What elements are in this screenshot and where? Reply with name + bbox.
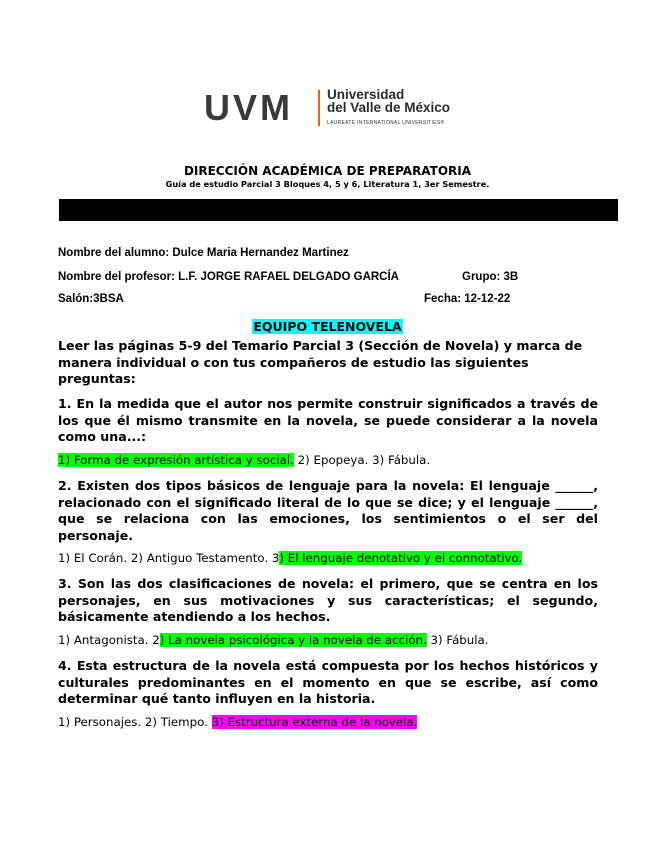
question-2: 2. Existen dos tipos básicos de lenguaje para la novela: El lenguaje ______, relacionado con el significado literal de lo que se dice; y el lenguaje ______, que se relaciona con las emociones, los sentimientos o el ser del personaje. xyxy=(58,478,598,543)
question-3: 3. Son las dos clasificaciones de novela: el primero, que se centra en los personajes, en sus motivaciones y sus características; el segundo, básicamente atendiendo a los hechos. xyxy=(58,576,598,624)
answer-post-1: 2) Epopeya. 3) Fábula. xyxy=(293,453,431,467)
answer-pre-4: 1) Personajes. 2) Tiempo. xyxy=(58,715,212,729)
logo-network: LAUREATE INTERNATIONAL UNIVERSITIES® xyxy=(327,120,445,126)
answers-2 xyxy=(58,551,522,565)
answers-4 xyxy=(58,715,417,729)
student-name: Nombre del alumno: Dulce Maria Hernandez Martinez xyxy=(58,247,349,259)
logo-university-line2: del Valle de México xyxy=(327,100,451,115)
answer-post-3: 3) Fábula. xyxy=(426,633,489,647)
answers-1 xyxy=(58,453,430,467)
document-title: DIRECCIÓN ACADÉMICA DE PREPARATORIA xyxy=(183,164,472,178)
answer-highlight-4: 3) Estructura externa de la novela. xyxy=(211,715,418,729)
answer-highlight-2: ) El lenguaje denotativo y el connotativo. xyxy=(279,551,523,565)
team-name xyxy=(0,316,655,335)
question-4: 4. Esta estructura de la novela está compuesta por los hechos históricos y culturales predominantes en el momento en que se escribe, así como determinar qué tanto influyen en la historia. xyxy=(58,658,598,706)
logo-university-name xyxy=(327,88,450,114)
teacher-name: Nombre del profesor: L.F. JORGE RAFAEL DELGADO GARCÍA xyxy=(58,271,399,283)
logo-brand: UVM xyxy=(204,87,293,128)
room-label: Salón:3BSA xyxy=(58,293,124,305)
instructions: Leer las páginas 5-9 del Temario Parcial 3 (Sección de Novela) y marca de manera individual o con tus compañeros de estudio las siguientes preguntas: xyxy=(58,338,583,386)
logo-divider xyxy=(318,90,320,126)
group-label: Grupo: 3B xyxy=(462,271,519,283)
answer-pre-2: 1) El Corán. 2) Antiguo Testamento. 3 xyxy=(58,551,280,565)
uvm-logo xyxy=(204,86,464,136)
answer-highlight-1: 1) Forma de expresión artística y social. xyxy=(58,453,294,467)
answer-highlight-3: ) La novela psicológica y la novela de acción. xyxy=(159,633,427,647)
team-highlight: EQUIPO TELENOVELA xyxy=(253,319,402,334)
black-banner xyxy=(59,199,618,221)
answers-3 xyxy=(58,633,489,647)
question-1: 1. En la medida que el autor nos permite construir significados a través de los que él mismo transmite en la novela, se puede considerar a la novela como una...: xyxy=(58,396,598,444)
document-subtitle: Guía de estudio Parcial 3 Bloques 4, 5 y 6, Literatura 1, 3er Semestre. xyxy=(165,179,490,189)
logo-university-line1: Universidad xyxy=(327,87,405,102)
answer-pre-3: 1) Antagonista. 2 xyxy=(58,633,160,647)
date-label: Fecha: 12-12-22 xyxy=(424,293,511,305)
